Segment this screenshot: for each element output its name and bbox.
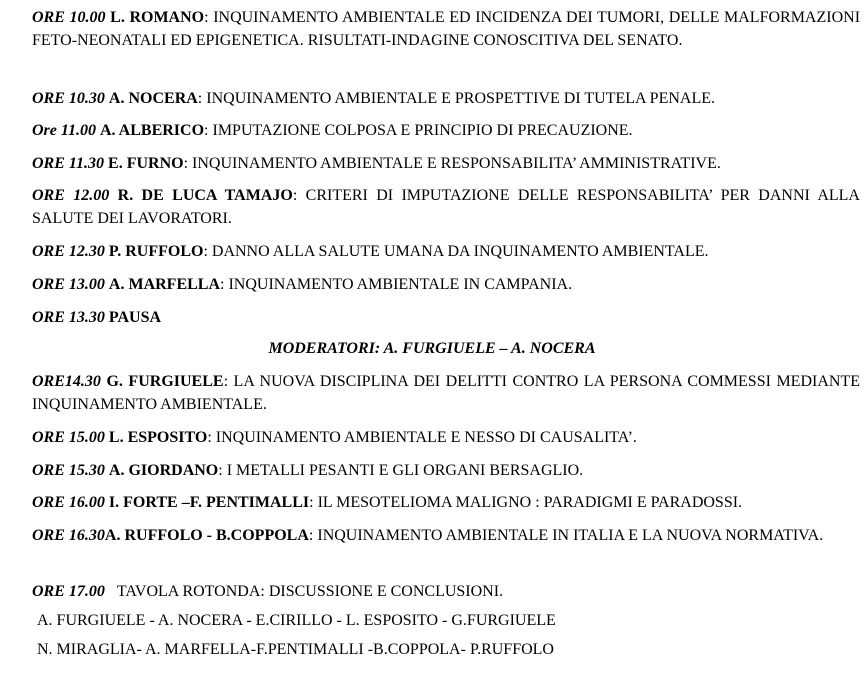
- entry-time: ORE 13.30: [32, 309, 105, 326]
- panel-members-line-1: A. FURGIUELE - A. NOCERA - E.CIRILLO - L. ESPOSITO - G.FURGIUELE: [37, 612, 556, 629]
- entry-title: INQUINAMENTO AMBIENTALE E NESSO DI CAUSALITA’.: [215, 429, 637, 446]
- entry-speaker: P. RUFFOLO: [108, 243, 204, 260]
- entry-title: I METALLI PESANTI E GLI ORGANI BERSAGLIO.: [226, 462, 584, 479]
- schedule-entry: ORE 12.30 P. RUFFOLO: DANNO ALLA SALUTE UMANA DA INQUINAMENTO AMBIENTALE.: [32, 243, 709, 260]
- entry-time: ORE 13.00: [32, 276, 105, 293]
- entry-speaker: L. ROMANO: [110, 9, 205, 26]
- entry-time: ORE 10.00: [32, 9, 106, 26]
- schedule-entry: ORE 13.00 A. MARFELLA: INQUINAMENTO AMBIENTALE IN CAMPANIA.: [32, 276, 573, 293]
- entry-title: CRITERI DI IMPUTAZIONE DELLE RESPONSABILITA’ PER DANNI ALLA SALUTE DEI LAVORATORI.: [32, 187, 860, 227]
- entry-speaker: G. FURGIUELE: [106, 373, 224, 390]
- schedule-entry: ORE 16.00 I. FORTE –F. PENTIMALLI: IL MESOTELIOMA MALIGNO : PARADIGMI E PARADOSSI.: [32, 494, 743, 511]
- entry-speaker: A. ALBERICO: [100, 122, 205, 139]
- panel-members-line-2: N. MIRAGLIA- A. MARFELLA-F.PENTIMALLI -B.COPPOLA- P.RUFFOLO: [37, 641, 554, 658]
- entry-speaker: I. FORTE –F. PENTIMALLI: [108, 494, 310, 511]
- entry-title: LA NUOVA DISCIPLINA DEI DELITTI CONTRO LA PERSONA COMMESSI MEDIANTE INQUINAMENTO AMBIENTALE.: [32, 373, 860, 413]
- entry-title: INQUINAMENTO AMBIENTALE E PROSPETTIVE DI TUTELA PENALE.: [206, 90, 716, 107]
- schedule-entry: ORE14.30 G. FURGIUELE: LA NUOVA DISCIPLINA DEI DELITTI CONTRO LA PERSONA COMMESSI MEDIANTE INQUINAMENTO AMBIENTALE.: [32, 373, 860, 413]
- entry-speaker: A. NOCERA: [108, 90, 198, 107]
- entry-title: TAVOLA ROTONDA: DISCUSSIONE E CONCLUSIONI.: [116, 583, 504, 600]
- entry-title: INQUINAMENTO AMBIENTALE IN ITALIA E LA NUOVA NORMATIVA.: [317, 527, 824, 544]
- schedule-entry: ORE 10.30 A. NOCERA: INQUINAMENTO AMBIENTALE E PROSPETTIVE DI TUTELA PENALE.: [32, 90, 716, 107]
- entry-title: INQUINAMENTO AMBIENTALE ED INCIDENZA DEI TUMORI, DELLE MALFORMAZIONI FETO-NEONATALI ED EPIGENETICA. RISULTATI-INDAGINE CONOSCITIVA DEL SENATO.: [32, 9, 861, 49]
- schedule-entry: ORE 10.00 L. ROMANO: INQUINAMENTO AMBIENTALE ED INCIDENZA DEI TUMORI, DELLE MALFORMAZIONI FETO-NEONATALI ED EPIGENETICA. RISULTATI-INDAGINE CONOSCITIVA DEL SENATO.: [32, 9, 861, 49]
- entry-speaker: A. MARFELLA: [108, 276, 221, 293]
- schedule-entry-break: [32, 306, 860, 329]
- entry-time: ORE 16.30: [32, 527, 105, 544]
- entry-speaker: A. GIORDANO: [108, 462, 219, 479]
- entry-time: ORE 17.00: [32, 583, 105, 600]
- schedule-entry: [32, 580, 860, 603]
- schedule-entry: ORE 15.30 A. GIORDANO: I METALLI PESANTI E GLI ORGANI BERSAGLIO.: [32, 462, 584, 479]
- entry-time: ORE 12.00: [32, 187, 110, 204]
- entry-time: ORE 12.30: [32, 243, 105, 260]
- entry-time: ORE14.30: [32, 373, 101, 390]
- entry-speaker: L. ESPOSITO: [108, 429, 208, 446]
- entry-title: IMPUTAZIONE COLPOSA E PRINCIPIO DI PRECAUZIONE.: [212, 122, 633, 139]
- entry-time: ORE 11.30: [32, 155, 105, 172]
- entry-time: ORE 15.00: [32, 429, 105, 446]
- schedule-entry: ORE 11.30 E. FURNO: INQUINAMENTO AMBIENTALE E RESPONSABILITA’ AMMINISTRATIVE.: [32, 155, 721, 172]
- entry-title: DANNO ALLA SALUTE UMANA DA INQUINAMENTO AMBIENTALE.: [211, 243, 709, 260]
- schedule-entry: Ore 11.00 A. ALBERICO: IMPUTAZIONE COLPOSA E PRINCIPIO DI PRECAUZIONE.: [32, 122, 633, 139]
- entry-title: INQUINAMENTO AMBIENTALE E RESPONSABILITA’ AMMINISTRATIVE.: [192, 155, 721, 172]
- schedule-entry: ORE 12.00 R. DE LUCA TAMAJO: CRITERI DI IMPUTAZIONE DELLE RESPONSABILITA’ PER DANNI ALLA SALUTE DEI LAVORATORI.: [32, 187, 860, 227]
- entry-time: Ore 11.00: [32, 122, 96, 139]
- entry-time: ORE 10.30: [32, 90, 105, 107]
- entry-time: ORE 16.00: [32, 494, 105, 511]
- entry-title: INQUINAMENTO AMBIENTALE IN CAMPANIA.: [228, 276, 573, 293]
- moderators-heading: MODERATORI: A. FURGIUELE – A. NOCERA: [268, 340, 596, 357]
- schedule-entry: ORE 15.00 L. ESPOSITO: INQUINAMENTO AMBIENTALE E NESSO DI CAUSALITA’.: [32, 429, 637, 446]
- entry-time: ORE 15.30: [32, 462, 105, 479]
- entry-speaker: E. FURNO: [108, 155, 184, 172]
- entry-speaker: R. DE LUCA TAMAJO: [117, 187, 293, 204]
- entry-speaker: A. RUFFOLO - B.COPPOLA: [104, 527, 309, 544]
- break-label: PAUSA: [108, 309, 162, 326]
- schedule-entry: ORE 16.30A. RUFFOLO - B.COPPOLA: INQUINAMENTO AMBIENTALE IN ITALIA E LA NUOVA NORMATIVA.: [32, 527, 824, 544]
- entry-title: IL MESOTELIOMA MALIGNO : PARADIGMI E PARADOSSI.: [317, 494, 743, 511]
